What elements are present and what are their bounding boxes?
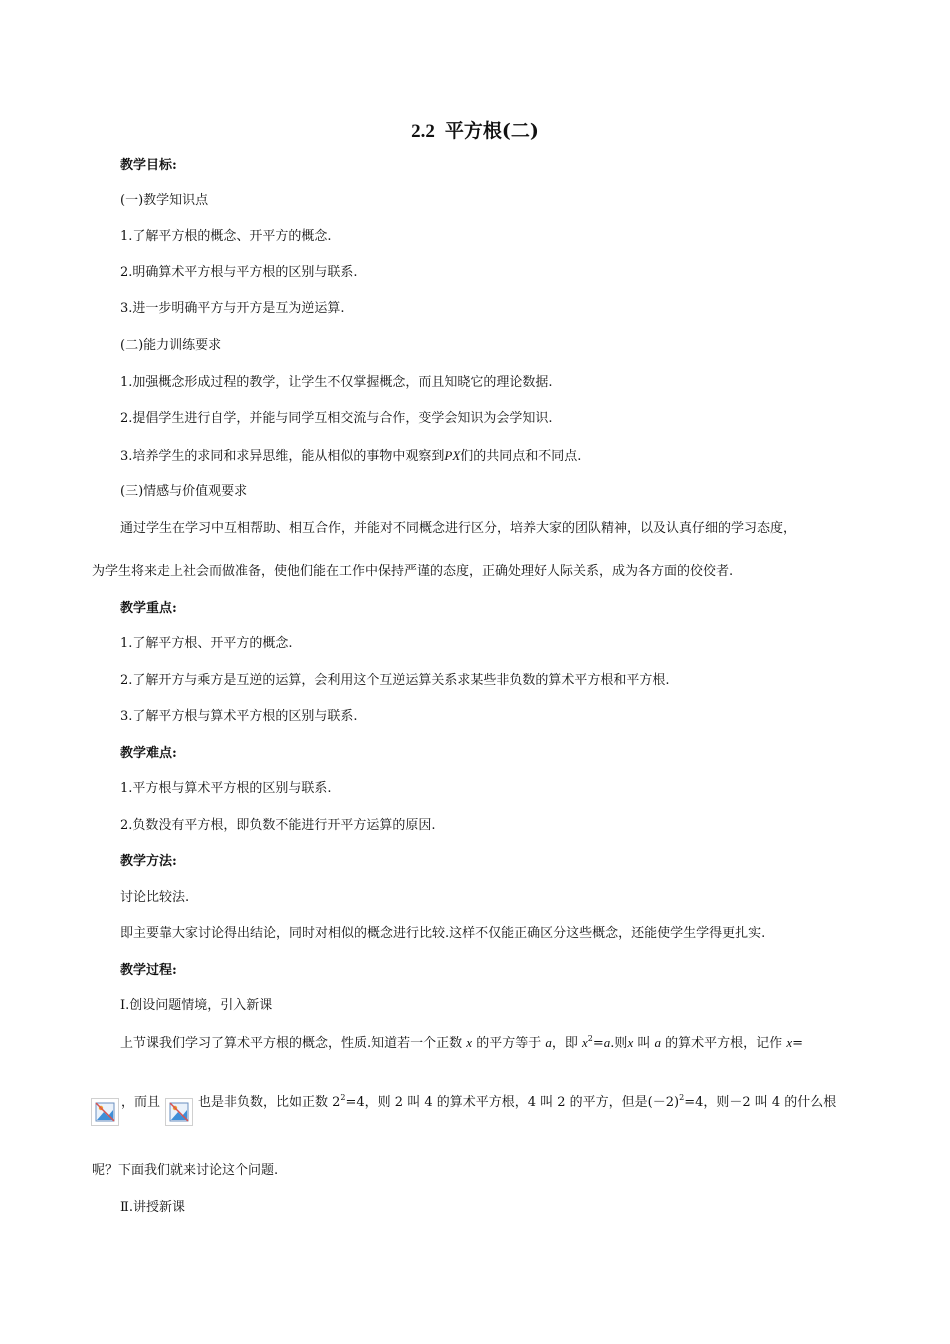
knowledge-item: 1.了解平方根的概念、开平方的概念. [120,229,332,244]
method-item: 讨论比较法. [120,890,190,905]
key-item: 3.了解平方根与算术平方根的区别与联系. [120,709,358,724]
text-run: ，即 [551,1036,578,1051]
knowledge-item: 3.进一步明确平方与开方是互为逆运算. [120,301,345,316]
text-run: =4，则 2 叫 4 的算术平方根，4 叫 2 的平方，但是(－2) [345,1095,680,1110]
ability-item-italic: PX [444,448,461,463]
emotion-heading: (三)情感与价值观要求 [120,484,248,499]
section-title: 平方根(二) [444,120,539,142]
superscript: 2 [587,1034,593,1043]
text-run: 上节课我们学习了算术平方根的概念，性质.知道若一个正数 [120,1036,463,1051]
method-heading: 教学方法: [120,854,177,869]
ability-item [120,447,581,466]
difficult-item: 2.负数没有平方根，即负数不能进行开平方运算的原因. [120,818,436,833]
process-paragraph-line: 呢？下面我们就来讨论这个问题. [92,1163,279,1178]
text-run: 的算术平方根，记作 [665,1036,783,1051]
process-paragraph-line [120,1034,803,1053]
var-x: x [627,1035,634,1050]
text-run: 也是非负数，比如正数 2 [198,1095,341,1110]
process-paragraph-line [121,1094,160,1112]
goals-heading: 教学目标: [120,158,177,173]
text-run: =4，则－2 叫 4 的什么根 [684,1095,837,1110]
process-paragraph-line [198,1094,836,1112]
knowledge-heading: (一)教学知识点 [120,193,209,208]
knowledge-item: 2.明确算术平方根与平方根的区别与联系. [120,265,358,280]
difficult-item: 1.平方根与算术平方根的区别与联系. [120,781,332,796]
text-run: 的平方等于 [476,1036,542,1051]
broken-image-icon [91,1098,119,1126]
process-step: Ⅰ.创设问题情境，引入新课 [120,998,273,1013]
process-step: Ⅱ.讲授新课 [120,1200,185,1215]
key-item: 2.了解开方与乘方是互逆的运算，会利用这个互逆运算关系求某些非负数的算术平方根和平方根. [120,673,670,688]
text-run: ，而且 [121,1095,161,1110]
ability-item: 2.提倡学生进行自学，并能与同学互相交流与合作，变学会知识为会学知识. [120,411,553,426]
ability-item: 1.加强概念形成过程的教学，让学生不仅掌握概念，而且知晓它的理论数据. [120,375,553,390]
text-run: = [792,1036,803,1051]
var-a: a [603,1035,611,1050]
superscript: 2 [679,1093,685,1102]
difficult-heading: 教学难点: [120,746,177,761]
var-x: x [582,1035,588,1050]
key-item: 1.了解平方根、开平方的概念. [120,636,293,651]
ability-item-text: 3.培养学生的求同和求异思维，能从相似的事物中观察到 [120,449,445,464]
broken-image-icon [165,1098,193,1126]
superscript: 2 [340,1093,346,1102]
ability-heading: (二)能力训练要求 [120,338,222,353]
emotion-paragraph-line: 为学生将来走上社会而做准备，使他们能在工作中保持严谨的态度，正确处理好人际关系，成为各方面的佼佼者. [92,564,734,579]
var-x: x [786,1035,793,1050]
method-item: 即主要靠大家讨论得出结论，同时对相似的概念进行比较.这样不仅能正确区分这些概念，还能使学生学得更扎实. [120,926,766,941]
section-number: 2.2 [411,121,435,142]
page-title [0,116,950,143]
text-run: 叫 [637,1036,651,1051]
var-a: a [545,1035,552,1050]
text-run: .则 [610,1036,628,1051]
ability-item-text: 们的共同点和不同点. [460,449,582,464]
emotion-paragraph-line: 通过学生在学习中互相帮助、相互合作，并能对不同概念进行区分，培养大家的团队精神，以及认真仔细的学习态度， [120,521,797,536]
var-a: a [654,1035,662,1050]
key-heading: 教学重点: [120,601,177,616]
text-run: = [592,1036,604,1051]
var-x: x [466,1035,473,1050]
process-heading: 教学过程: [120,963,177,978]
